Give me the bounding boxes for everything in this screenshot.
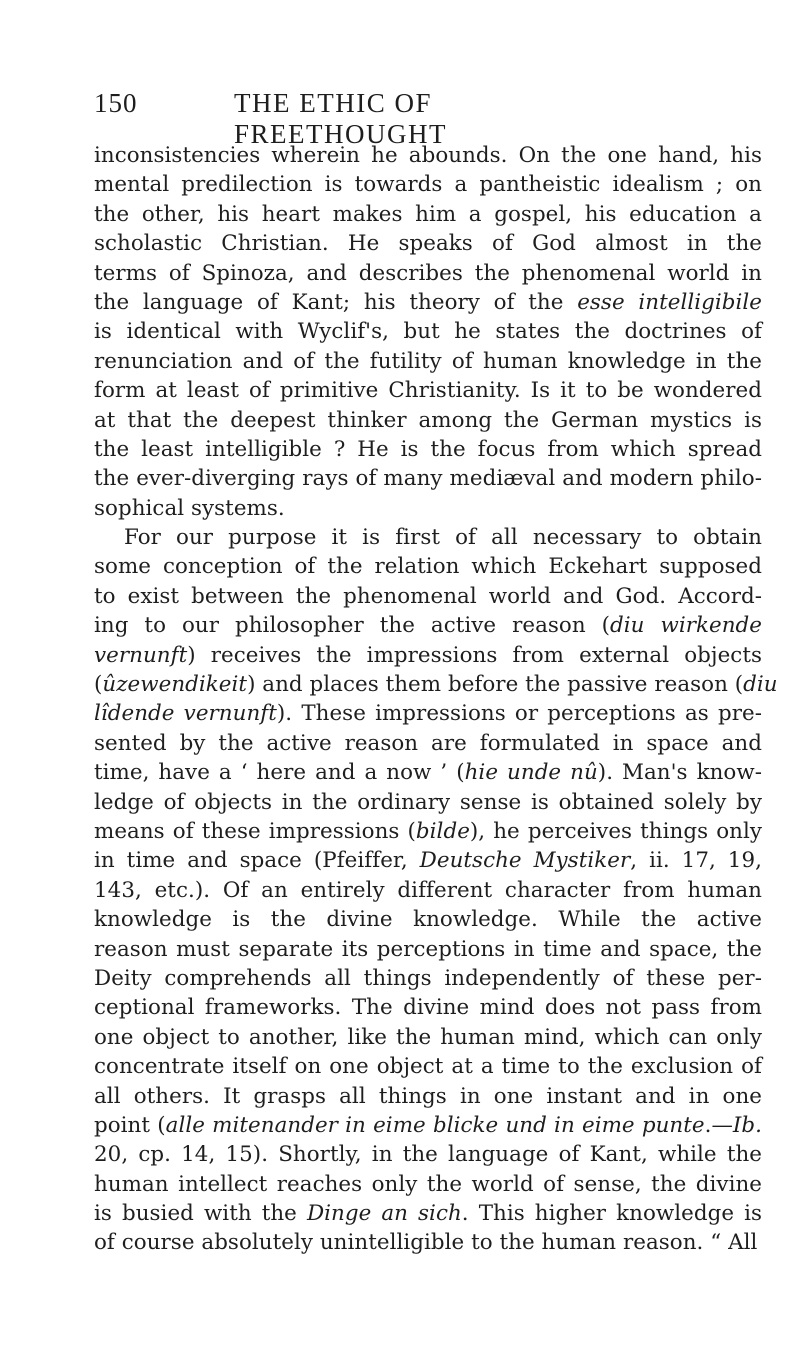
text-run: ). These impressions or perceptions as pre-	[276, 701, 762, 727]
text-line	[94, 582, 762, 611]
text-line	[94, 788, 762, 817]
italic-run: diu wirkende	[610, 613, 762, 639]
text-line	[94, 1023, 762, 1052]
text-run: form at least of primitive Christianity. Is it to be wondered	[94, 378, 762, 404]
text-run: , ii. 17, 19,	[630, 848, 762, 874]
text-run: ) and places them before the passive reason (	[247, 672, 744, 698]
text-line	[94, 259, 762, 288]
text-line	[94, 905, 762, 934]
text-line	[94, 288, 762, 317]
text-run: is identical with Wyclif's, but he states the doctrines of	[94, 319, 762, 345]
text-line	[94, 170, 762, 199]
text-line	[94, 846, 762, 875]
text-run: renunciation and of the futility of human knowledge in the	[94, 348, 762, 374]
text-run: some conception of the relation which Eckehart supposed	[94, 554, 762, 580]
text-run: at that the deepest thinker among the German mystics is	[94, 407, 762, 433]
text-line	[94, 729, 762, 758]
text-line	[94, 435, 762, 464]
text-run: point (	[94, 1112, 166, 1138]
text-run: concentrate itself on one object at a time to the exclusion of	[94, 1054, 762, 1080]
italic-run: diu	[743, 672, 778, 698]
text-run: sophical systems.	[94, 495, 285, 521]
text-line	[94, 552, 762, 581]
text-line	[94, 1228, 762, 1257]
text-run: means of these impressions (	[94, 818, 416, 844]
text-run: to exist between the phenomenal world and God. Accord-	[94, 583, 762, 609]
text-run: ) receives the impressions from external objects	[187, 642, 762, 668]
text-run: of course absolutely unintelligible to the human reason. “ All	[94, 1230, 758, 1256]
italic-run: Deutsche Mystiker	[419, 848, 631, 874]
text-line	[94, 1052, 762, 1081]
italic-run: vernunft	[94, 642, 188, 668]
text-line	[94, 406, 762, 435]
italic-run: hie unde nû	[464, 760, 598, 786]
text-line	[94, 876, 762, 905]
text-run: in time and space (Pfeiffer,	[94, 848, 420, 874]
text-line	[94, 376, 762, 405]
text-run: one object to another, like the human mind, which can only	[94, 1024, 762, 1050]
text-line	[94, 817, 762, 846]
italic-run: bilde	[415, 818, 470, 844]
text-run: reason must separate its perceptions in time and space, the	[94, 936, 762, 962]
text-run: all others. It grasps all things in one instant and in one	[94, 1083, 762, 1109]
text-line	[94, 758, 762, 787]
text-run: 20, cp. 14, 15). Shortly, in the language of Kant, while the	[94, 1142, 762, 1168]
text-run: the least intelligible ? He is the focus from which spread	[94, 436, 762, 462]
text-run: (	[94, 672, 103, 698]
text-line	[94, 229, 762, 258]
text-line	[94, 611, 762, 640]
text-line	[94, 1140, 762, 1169]
text-run: terms of Spinoza, and describes the phenomenal world in	[94, 260, 762, 286]
text-run: . This higher knowledge is	[461, 1201, 762, 1227]
text-line	[94, 1111, 762, 1140]
text-line	[94, 347, 762, 376]
italic-run: ûzewendikeit	[102, 672, 248, 698]
text-line	[94, 317, 762, 346]
text-run: For our purpose it is first of all necessary to obtain	[124, 525, 762, 551]
text-run: knowledge is the divine knowledge. While the active	[94, 907, 762, 933]
text-run: the other, his heart makes him a gospel, his education a	[94, 201, 762, 227]
text-run: is busied with the	[94, 1201, 307, 1227]
italic-run: Dinge an sich	[306, 1201, 462, 1227]
text-line	[94, 699, 762, 728]
text-line	[94, 935, 762, 964]
text-run: time, have a ‘ here and a now ’ (	[94, 760, 465, 786]
text-run: mental predilection is towards a pantheistic idealism ; on	[94, 172, 762, 198]
text-line	[94, 523, 762, 552]
italic-run: Ib.	[732, 1112, 763, 1138]
text-line	[94, 993, 762, 1022]
text-run: 143, etc.). Of an entirely different character from human	[94, 877, 762, 903]
text-line	[94, 200, 762, 229]
text-run: ). Man's know-	[597, 760, 762, 786]
page-header	[94, 88, 634, 149]
text-run: ing to our philosopher the active reason (	[94, 613, 611, 639]
text-line	[94, 641, 762, 670]
text-run: sented by the active reason are formulated in space and	[94, 730, 762, 756]
text-run: .—	[704, 1112, 733, 1138]
text-run: ledge of objects in the ordinary sense is obtained solely by	[94, 789, 762, 815]
text-run: scholastic Christian. He speaks of God almost in the	[94, 231, 762, 257]
body-text	[94, 141, 778, 1258]
text-line	[94, 964, 762, 993]
text-run: ), he perceives things only	[469, 818, 762, 844]
text-run: inconsistencies wherein he abounds. On the one hand, his	[94, 143, 762, 168]
text-line	[94, 141, 762, 170]
text-run: the ever-diverging rays of many mediæval and modern philo-	[94, 466, 762, 492]
italic-run: esse intelligibile	[577, 289, 763, 315]
text-line	[94, 464, 762, 493]
italic-run: lîdende vernunft	[94, 701, 277, 727]
text-line	[94, 1170, 762, 1199]
running-title: THE ETHIC OF FREETHOUGHT	[234, 88, 447, 149]
text-run: Deity comprehends all things independently of these per-	[94, 965, 762, 991]
text-line	[94, 670, 778, 699]
text-line	[94, 494, 762, 523]
text-line	[94, 1082, 762, 1111]
text-run: the language of Kant; his theory of the	[94, 289, 578, 315]
page-number: 150	[94, 88, 138, 118]
text-run: ceptional frameworks. The divine mind does not pass from	[94, 995, 762, 1021]
italic-run: alle mitenander in eime blicke und in eime punte	[165, 1112, 705, 1138]
text-line	[94, 1199, 762, 1228]
text-run: human intellect reaches only the world of sense, the divine	[94, 1171, 762, 1197]
